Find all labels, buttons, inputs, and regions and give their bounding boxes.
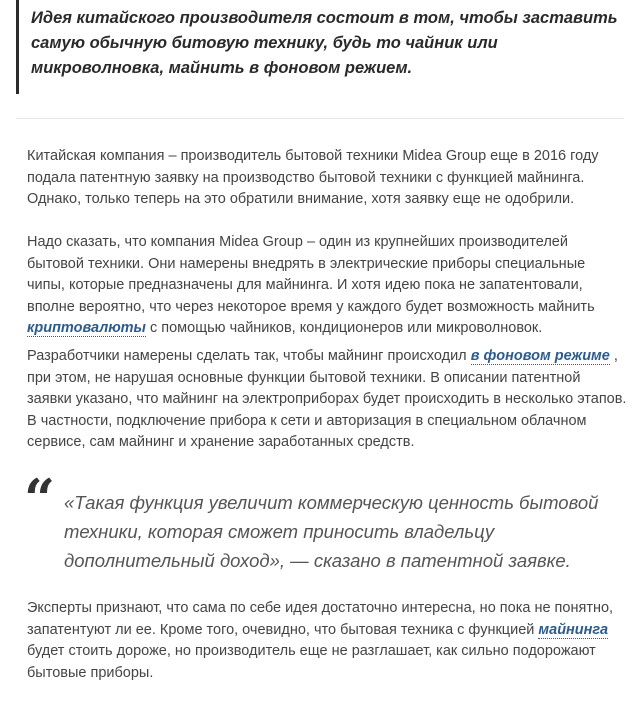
paragraph-3: [27, 346, 627, 454]
blockquote: «Такая функция увеличит коммерческую ценность бытовой техники, которая сможет приносить владельцу дополнительный доход», — сказано в патентной заявке.: [64, 492, 599, 571]
paragraph-4-text-end: будет стоить дороже, но производитель еще не разглашает, как сильно подорожают бытовые приборы.: [27, 643, 596, 681]
paragraph-1: Китайская компания – производитель бытовой техники Midea Group еще в 2016 году подала патентную заявку на производство бытовой техники с функцией майнинга. Однако, только теперь на это обратили внимание, хотя заявку еще не одобрили.: [27, 148, 599, 207]
paragraph-2-text-start: Надо сказать, что компания Midea Group – один из крупнейших производителей бытовой техники. Они намерены внедрять в электрические приборы специальные чипы, которые предназначены для майнинга. И хотя идею пока не запатентовали, вполне вероятно, что через некоторое время у каждого будет возможность майнить: [27, 234, 595, 315]
divider: [16, 118, 624, 119]
paragraph-2-text-end: с помощью чайников, кондиционеров или микроволновок.: [145, 320, 543, 336]
background-mode-link[interactable]: в фоновом режиме: [470, 348, 610, 364]
paragraph-4: [27, 598, 627, 684]
mining-link[interactable]: майнинга: [538, 621, 609, 638]
quote-mark-icon: “: [24, 467, 56, 531]
paragraph-4-text-start: Эксперты признают, что сама по себе идея достаточно интересна, но пока не понятно, запатентуют ли ее. Кроме того, очевидно, что бытовая техника с функцией: [27, 600, 614, 638]
paragraph-2: [27, 232, 627, 340]
paragraph-3-text-start: Разработчики намерены сделать так, чтобы майнинг происходил: [27, 348, 471, 364]
article-lead: Идея китайского производителя состоит в том, чтобы заставить самую обычную битовую технику, будь то чайник или микроволновка, майнить в фоновом режием.: [16, 0, 624, 94]
paragraph-3-text-end: , при этом, не нарушая основные функции бытовой техники. В описании патентной заявки указано, что майнинг на электроприборах будет происходить в несколько этапов. В частности, подключение прибора к сети и авторизация в специальном облачном сервисе, сам майнинг и хранение заработанных средств.: [27, 348, 627, 450]
cryptocurrency-link[interactable]: криптовалюты: [27, 320, 146, 336]
